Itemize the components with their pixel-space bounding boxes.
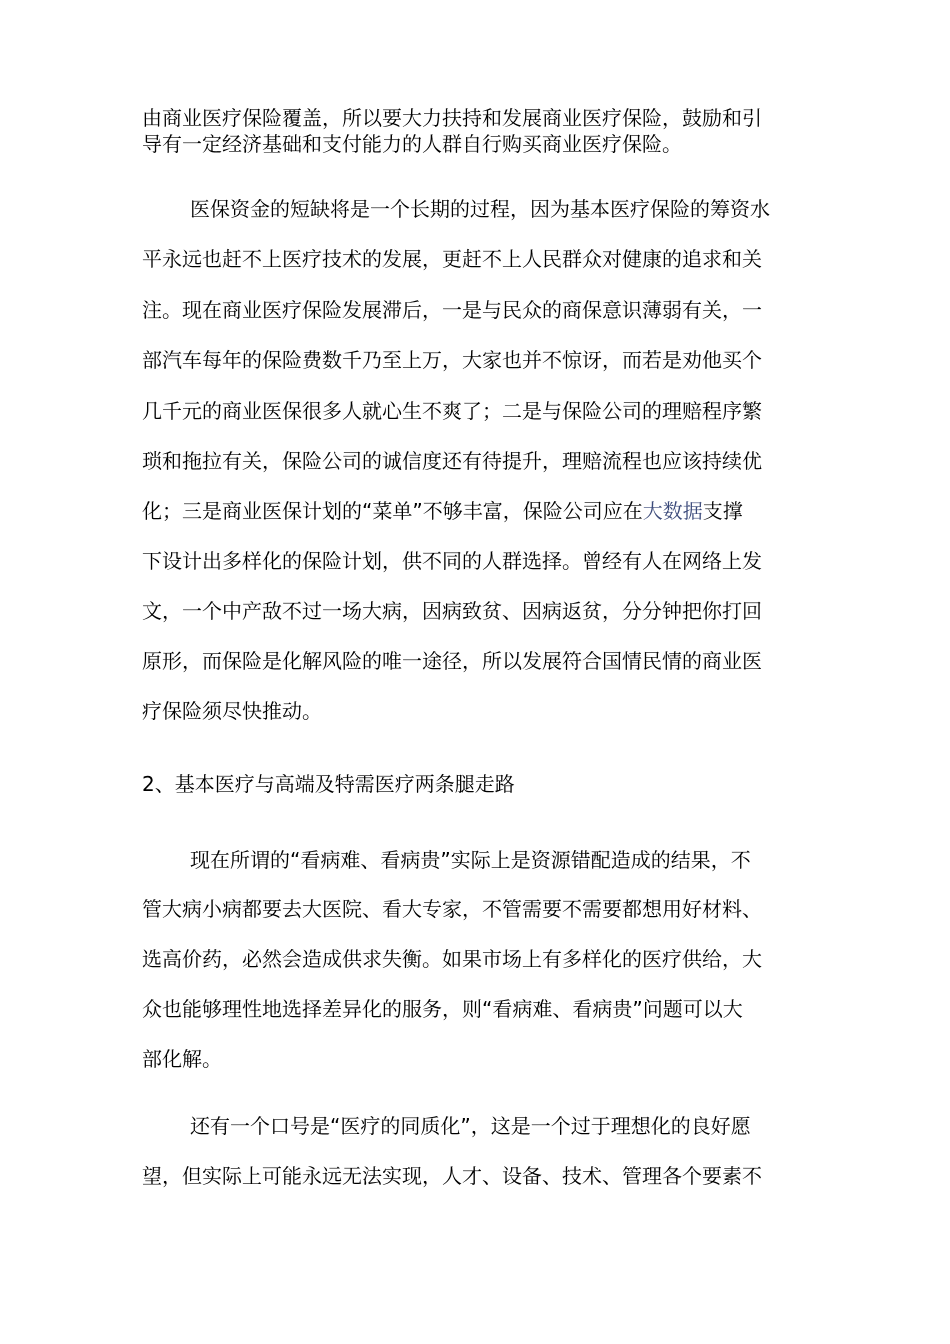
- paragraph-text: 化；三是商业医保计划的“菜单”不够丰富，保险公司应在: [142, 499, 643, 523]
- paragraph-line: 部化解。: [142, 1047, 222, 1071]
- paragraph-line: 选高价药，必然会造成供求失衡。如果市场上有多样化的医疗供给，大: [142, 947, 762, 971]
- paragraph-line: 医保资金的短缺将是一个长期的过程，因为基本医疗保险的筹资水: [190, 197, 770, 221]
- paragraph-line: 原形，而保险是化解风险的唯一途径，所以发展符合国情民情的商业医: [142, 649, 762, 673]
- paragraph-line: 由商业医疗保险覆盖，所以要大力扶持和发展商业医疗保险，鼓励和引: [142, 106, 762, 130]
- paragraph-line: 导有一定经济基础和支付能力的人群自行购买商业医疗保险。: [142, 132, 682, 156]
- paragraph-line: 琐和拖拉有关，保险公司的诚信度还有待提升，理赔流程也应该持续优: [142, 449, 762, 473]
- paragraph-line: 平永远也赶不上医疗技术的发展，更赶不上人民群众对健康的追求和关: [142, 247, 762, 271]
- paragraph-line: 注。现在商业医疗保险发展滞后，一是与民众的商保意识薄弱有关，一: [142, 298, 762, 322]
- paragraph-line: 现在所谓的“看病难、看病贵”实际上是资源错配造成的结果，不: [190, 848, 751, 872]
- keyword-link[interactable]: 大数据: [642, 499, 703, 523]
- paragraph-line: 文，一个中产敌不过一场大病，因病致贫、因病返贫，分分钟把你打回: [142, 599, 762, 623]
- paragraph-line: 几千元的商业医保很多人就心生不爽了；二是与保险公司的理赔程序繁: [142, 399, 762, 423]
- paragraph-line-with-link: [142, 497, 812, 525]
- paragraph-line: 下设计出多样化的保险计划，供不同的人群选择。曾经有人在网络上发: [142, 549, 762, 573]
- paragraph-line: 部汽车每年的保险费数千乃至上万，大家也并不惊讶，而若是劝他买个: [142, 348, 762, 372]
- section-heading: 2、基本医疗与高端及特需医疗两条腿走路: [142, 772, 515, 796]
- paragraph-line: 管大病小病都要去大医院、看大专家，不管需要不需要都想用好材料、: [142, 897, 762, 921]
- paragraph-line: 还有一个口号是“医疗的同质化”，这是一个过于理想化的良好愿: [190, 1114, 751, 1138]
- paragraph-line: 望，但实际上可能永远无法实现，人才、设备、技术、管理各个要素不: [142, 1164, 762, 1188]
- paragraph-line: 众也能够理性地选择差异化的服务，则“看病难、看病贵”问题可以大: [142, 997, 743, 1021]
- paragraph-text: 支撑: [702, 499, 743, 523]
- paragraph-line: 疗保险须尽快推动。: [142, 699, 322, 723]
